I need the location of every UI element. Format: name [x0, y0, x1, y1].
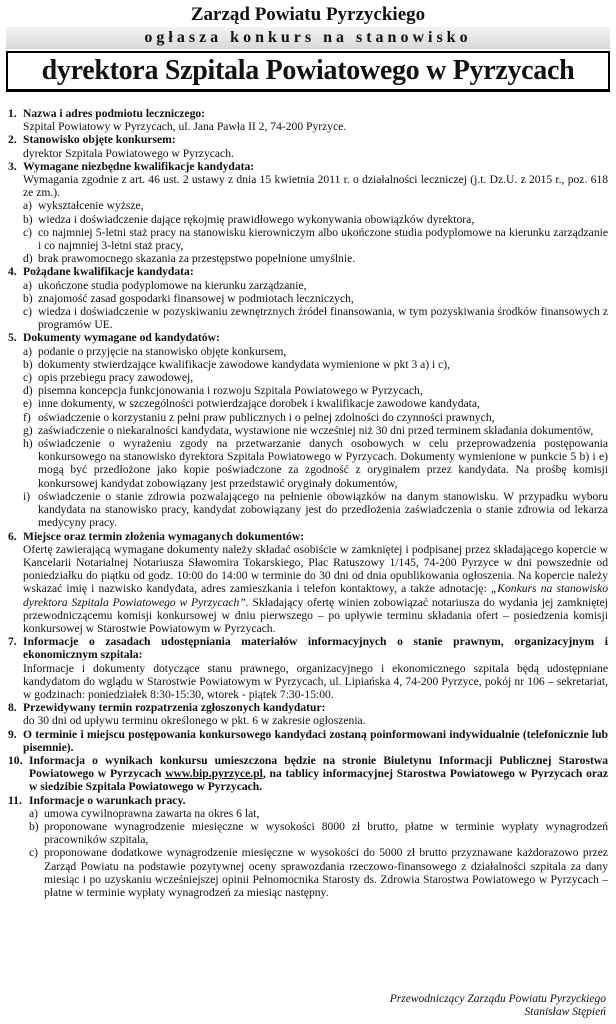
list-item [23, 292, 608, 305]
list-item [23, 424, 608, 437]
list-item-text: proponowane wynagrodzenie miesięczne w wysokości 8000 zł brutto, płatne w terminie wypłaty wynagrodzeń pracowników szpitala, [44, 819, 608, 847]
section-paragraph: Informacje i dokumenty dotyczące stanu prawnego, organizacyjnego i ekonomicznego szpitala będą udostępniane kandydatom do wglądu w Starostwie Powiatowym w Pyrzycach, ul. Lipiańska 4, 74-200 Pyrzyce, pokój nr 106 – sekretariat, w godzinach: poniedziałek 8:30-15:30, wtorek - piątek 7:30-15:00. [23, 661, 608, 701]
announcement-subtitle: ogłasza konkurs na stanowisko [6, 27, 610, 49]
list-item-text: wykształcenie wyższe, [38, 199, 144, 213]
section-content [23, 635, 608, 701]
section-5 [8, 331, 608, 529]
list-item-text: proponowane dodatkowe wynagrodzenie miesięczne w wysokości do 5000 zł brutto przyznawane każdorazowo przez Zarząd Powiatu na podstawie pozytywnej oceny sprawozdania rzeczowo-finansowego z działalności szpitala za dany miesiąc i po uzyskaniu wcześniejszej opinii Pełnomocnika Starosty ds. Zdrowia Starostwa Powiatowego w Pyrzycach – płatne w terminie wypłaty wynagrodzeń za miesiąc następny. [44, 846, 608, 899]
section-number: 10. [8, 753, 23, 767]
list-item-label: c) [23, 305, 33, 319]
envelope-annotation: „Konkurs na stanowisko dyrektora Szpitala Powiatowego w Pyrzycach”. [23, 582, 608, 609]
section-heading: Przewidywany termin rozpatrzenia zgłoszonych kandydatur: [23, 701, 326, 715]
section-heading: Dokumenty wymagane od kandydatów: [23, 331, 220, 345]
list-item [23, 213, 608, 226]
list-item-label: i) [23, 489, 31, 503]
list-item [23, 358, 608, 371]
section-3 [8, 160, 608, 266]
list-item-text: podanie o przyjęcie na stanowisko objęte konkursem, [38, 344, 287, 358]
section-number: 11. [8, 793, 22, 807]
list-item-label: b) [29, 819, 39, 833]
bip-link[interactable]: www.bip.pyrzyce.pl [165, 767, 263, 781]
list-item-label: h) [23, 437, 33, 451]
list-item-text: wiedza i doświadczenie dające rękojmię prawidłowego wykonywania obowiązków dyrektora, [38, 212, 475, 226]
list-item [23, 437, 608, 490]
list-item [23, 279, 608, 292]
list-item-label: a) [23, 199, 33, 213]
list-item [29, 820, 608, 846]
section-content [23, 530, 608, 636]
list-item-text: umowa cywilnoprawna zawarta na okres 6 lat, [44, 806, 260, 820]
list-item [23, 199, 608, 212]
section-2 [8, 133, 608, 159]
list-item [23, 226, 608, 252]
list-item-text: zaświadczenie o niekaralności kandydata, wystawione nie wcześniej niż 30 dni przed terminem składania dokumentów, [38, 423, 594, 437]
section-heading: Nazwa i adres podmiotu leczniczego: [23, 107, 206, 120]
list-item-text: oświadczenie o stanie zdrowia pozwalającego na pełnienie obowiązków na danym stanowisku. W przypadku wyboru kandydata na stanowisko pracy, kandydat zobowiązany jest do przedłożenia zaświadczenia o stanie zdrowia od lekarza medycyny pracy. [38, 489, 608, 530]
section-paragraph [23, 543, 608, 635]
list-item [23, 345, 608, 358]
section-number: 4. [8, 265, 17, 279]
list-item-label: b) [23, 291, 33, 305]
announcement-body [8, 107, 608, 899]
section-number: 5. [8, 331, 17, 345]
list-item-label: d) [23, 252, 33, 266]
list-item-text: co najmniej 5-letni staż pracy na stanowisku kierowniczym albo ukończone studia podyplomowe na kierunku zarządzanie i co najmniej 3-letni staż pracy, [38, 225, 608, 253]
list-item [23, 371, 608, 384]
section-heading: Stanowisko objęte konkursem: [23, 133, 176, 147]
section-content [23, 107, 608, 133]
list-item-label: b) [23, 357, 33, 371]
list-item [23, 384, 608, 397]
list-item-label: f) [23, 410, 31, 424]
list-item-text: brak prawomocnego skazania za przestępstwo popełnione umyślnie. [38, 252, 356, 266]
list-item-label: a) [23, 278, 33, 292]
section-content [23, 160, 608, 266]
header [0, 0, 616, 92]
list-item-label: c) [23, 371, 33, 385]
section-number: 7. [8, 635, 17, 649]
section-paragraph: Wymagania zgodnie z art. 46 ust. 2 ustawy z dnia 15 kwietnia 2011 r. o działalności leczniczej (j.t. Dz.U. z 2015 r., poz. 618 ze zm.). [23, 173, 608, 200]
section-number: 3. [8, 159, 17, 173]
section-11 [8, 794, 608, 900]
list-item [23, 305, 608, 331]
list-item-label: a) [23, 344, 33, 358]
section-number: 1. [8, 107, 17, 120]
list-item-label: d) [23, 384, 33, 398]
section-1 [8, 107, 608, 133]
paragraph-text: Informacja o wynikach konkursu umieszczona będzie na stronie Biuletynu Informacji Publicznej Starostwa Powiatowego w Pyrzycach [29, 753, 608, 781]
section-heading: Wymagane niezbędne kwalifikacje kandydata: [23, 159, 255, 173]
section-content [23, 133, 608, 159]
list-item [23, 252, 608, 265]
list-item-label: c) [29, 846, 39, 860]
section-content [23, 265, 608, 331]
list-item-label: a) [29, 806, 39, 820]
list-item-text: oświadczenie o wyrażeniu zgody na przetwarzanie danych osobowych w celu przeprowadzenia postępowania konkursowego na stanowisko dyrektora Szpitala Powiatowego w Pyrzycach. Dokumenty wymienione w punkcie 5 b) i e) mogą być przedłożone jako kopie poświadczone za zgodność z oryginałem przez kandydata. Na prośbę komisji konkursowej kandydat zobowiązany jest przedstawić oryginały dokumentów, [38, 437, 608, 490]
section-content [23, 331, 608, 529]
signature-name: Stanisław Stępień [524, 1006, 606, 1018]
issuer-title: Zarząd Powiatu Pyrzyckiego [190, 4, 426, 25]
section-content [23, 701, 608, 727]
list-item-text: pisemna koncepcja funkcjonowania i rozwoju Szpitala Powiatowego w Pyrzycach, [38, 384, 423, 398]
section-number: 2. [8, 133, 17, 147]
section-heading: Pożądane kwalifikacje kandydata: [23, 265, 194, 279]
list-item-label: g) [23, 423, 33, 437]
list-item [23, 490, 608, 530]
section-paragraph: dyrektor Szpitala Powiatowego w Pyrzycach. [23, 146, 234, 160]
list-item-text: oświadczenie o korzystaniu z pełni praw publicznych i o pełnej zdolności do czynności prawnych, [38, 410, 495, 424]
list-item [23, 397, 608, 410]
section-heading: Miejsce oraz termin złożenia wymaganych dokumentów: [23, 529, 305, 543]
list-item [29, 846, 608, 899]
list-item-label: b) [23, 212, 33, 226]
section-content [23, 728, 608, 754]
list-item-text: wiedza i doświadczenie w pozyskiwaniu zewnętrznych źródeł finansowania, w tym pozyskiwania środków finansowych z programów UE. [38, 305, 608, 332]
section-8 [8, 701, 608, 727]
position-title: dyrektora Szpitala Powiatowego w Pyrzycach [6, 51, 610, 92]
list-item-text: dokumenty stwierdzające kwalifikacje zawodowe kandydata wymienione w pkt 3 a) i c), [38, 357, 451, 371]
list-item-text: ukończone studia podyplomowe na kierunku zarządzanie, [38, 278, 307, 292]
section-paragraph: do 30 dni od upływu terminu określonego w pkt. 6 w zakresie ogłoszenia. [23, 714, 366, 728]
paragraph-text: , na tablicy informacyjnej Starostwa Powiatowego w Pyrzycach oraz w siedzibie Szpitala Powiatowego w Pyrzycach. [29, 767, 608, 794]
section-heading: Informacje o zasadach udostępniania materiałów informacyjnych o stanie prawnym, organizacyjnym i ekonomicznym szpitala: [23, 635, 608, 662]
signature-block [390, 993, 606, 1019]
paragraph-text: Składający ofertę winien zobowiązać notariusza do wydania jej zamkniętej przewodniczącemu komisji konkursowej w dniu pierwszego – po upływie terminu składania ofert – posiedzenia komisji konkursowej w Starostwie Powiatowym w Pyrzycach. [23, 595, 608, 635]
section-9 [8, 728, 608, 754]
list-item [23, 411, 608, 424]
list-item-label: e) [23, 397, 33, 411]
list-item-label: c) [23, 225, 33, 239]
section-content [29, 794, 608, 900]
section-4 [8, 265, 608, 331]
list-item-text: inne dokumenty, w szczególności potwierdzające dorobek i kwalifikacje zawodowe kandydata, [38, 397, 480, 411]
section-paragraph [29, 754, 608, 794]
section-number: 9. [8, 727, 17, 741]
section-7 [8, 635, 608, 701]
signature-role: Przewodniczący Zarządu Powiatu Pyrzyckiego [389, 993, 606, 1005]
section-content [29, 754, 608, 794]
section-heading: Informacje o warunkach pracy. [29, 793, 186, 807]
list-item [29, 807, 608, 820]
paragraph-text: Ofertę zawierającą wymagane dokumenty należy składać osobiście w zamkniętej i podpisanej przez składającego kopercie w Kancelarii Notarialnej Notariusza Sławomira Tokarskiego, Plac Ratuszowy 1/145, 74-200 Pyrzyce w dni powszednie od poniedziałku do piątku od godz. 10:00 do 14:00 w terminie do 30 dni od dnia opublikowania ogłoszenia. Na kopercie należy wskazać imię i nazwisko kandydata, adres zamieszkania i telefon kontaktowy, a także adnotację: [23, 542, 608, 596]
section-number: 6. [8, 529, 17, 543]
section-6 [8, 530, 608, 636]
section-heading: O terminie i miejscu postępowania konkursowego kandydaci zostaną poinformowani indywidualnie (telefonicznie lub pisemnie). [23, 727, 608, 754]
list-item-text: znajomość zasad gospodarki finansowej w podmiotach leczniczych, [38, 291, 354, 305]
list-item-text: opis przebiegu pracy zawodowej, [38, 371, 194, 385]
section-10 [8, 754, 608, 794]
section-number: 8. [8, 701, 17, 715]
section-paragraph: Szpital Powiatowy w Pyrzycach, ul. Jana Pawła II 2, 74-200 Pyrzyce. [23, 120, 347, 134]
